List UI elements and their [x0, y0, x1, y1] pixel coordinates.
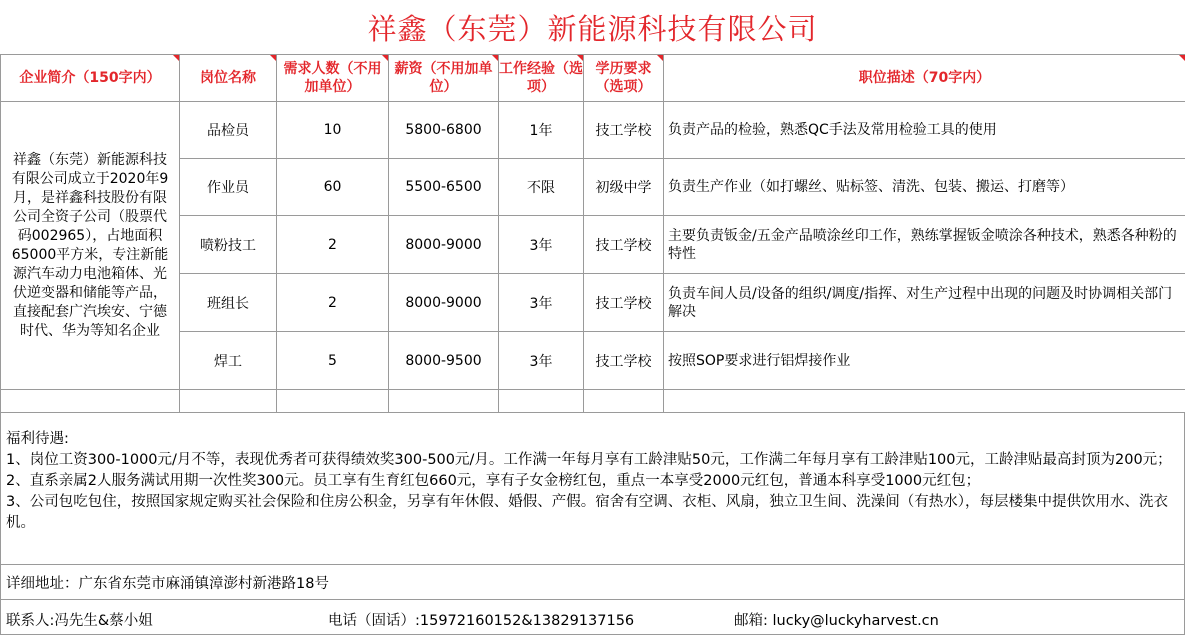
empty-cell: [664, 390, 1185, 413]
job-salary: 8000-9000: [389, 216, 499, 274]
address-section: [0, 565, 1185, 600]
benefit-item: 1、岗位工资300-1000元/月不等，表现优秀者可获得绩效奖300-500元/月。工作满一年每月享有工龄津贴50元，工作满二年每月享有工龄津贴100元，工龄津贴最高封顶为200元；: [6, 452, 1172, 468]
table-header-row: [1, 55, 1185, 102]
job-salary: 5800-6800: [389, 102, 499, 159]
header-description: 职位描述（70字内）: [664, 55, 1185, 102]
job-experience: 3年: [499, 332, 584, 390]
job-description: 负责产品的检验，熟悉QC手法及常用检验工具的使用: [664, 102, 1185, 159]
job-description: 主要负责钣金/五金产品喷涂丝印工作，熟练掌握钣金喷涂各种技术，熟悉各种粉的特性: [664, 216, 1185, 274]
job-education: 初级中学: [584, 159, 664, 216]
empty-cell: [1, 390, 180, 413]
company-title: 祥鑫（东莞）新能源科技有限公司: [367, 11, 818, 46]
job-count: 2: [277, 274, 389, 332]
contact-email: 邮箱: lucky@luckyharvest.cn: [734, 613, 939, 629]
job-education: 技工学校: [584, 274, 664, 332]
empty-row: [1, 390, 1185, 413]
benefits-heading: 福利待遇:: [6, 431, 69, 447]
table-row: [1, 102, 1185, 159]
contact-section: [0, 600, 1185, 635]
job-position: 作业员: [180, 159, 277, 216]
job-count: 10: [277, 102, 389, 159]
header-count: 需求人数（不用加单位）: [277, 55, 389, 102]
company-intro: 祥鑫（东莞）新能源科技有限公司成立于2020年9月，是祥鑫科技股份有限公司全资子公司（股票代码002965），占地面积65000平方米，专注新能源汽车动力电池箱体、光伏逆变器和储能等产品，直接配套广汽埃安、宁德时代、华为等知名企业: [1, 102, 180, 390]
contact-phone: 电话（固话）:15972160152&13829137156: [328, 613, 635, 629]
header-experience: 工作经验（选项）: [499, 55, 584, 102]
job-count: 5: [277, 332, 389, 390]
benefits-section: [0, 413, 1185, 565]
header-intro: 企业简介（150字内）: [1, 55, 180, 102]
job-education: 技工学校: [584, 102, 664, 159]
address-text: 详细地址：广东省东莞市麻涌镇漳澎村新港路18号: [6, 575, 329, 592]
empty-cell: [499, 390, 584, 413]
job-position: 品检员: [180, 102, 277, 159]
job-position: 喷粉技工: [180, 216, 277, 274]
job-count: 60: [277, 159, 389, 216]
job-experience: 1年: [499, 102, 584, 159]
job-experience: 不限: [499, 159, 584, 216]
job-description: 按照SOP要求进行铝焊接作业: [664, 332, 1185, 390]
contact-person: 联系人:冯先生&蔡小姐: [6, 613, 153, 629]
empty-cell: [389, 390, 499, 413]
empty-cell: [180, 390, 277, 413]
job-count: 2: [277, 216, 389, 274]
job-description: 负责车间人员/设备的组织/调度/指挥、对生产过程中出现的问题及时协调相关部门解决: [664, 274, 1185, 332]
job-salary: 5500-6500: [389, 159, 499, 216]
empty-cell: [584, 390, 664, 413]
job-experience: 3年: [499, 274, 584, 332]
jobs-table: [0, 54, 1185, 413]
job-education: 技工学校: [584, 332, 664, 390]
job-education: 技工学校: [584, 216, 664, 274]
job-position: 焊工: [180, 332, 277, 390]
header-salary: 薪资（不用加单位）: [389, 55, 499, 102]
job-salary: 8000-9500: [389, 332, 499, 390]
benefit-item: 2、直系亲属2人服务满试用期一次性奖300元。员工享有生育红包660元，享有子女金榜红包，重点一本享受2000元红包，普通本科享受1000元红包；: [6, 473, 981, 489]
job-salary: 8000-9000: [389, 274, 499, 332]
job-position: 班组长: [180, 274, 277, 332]
header-education: 学历要求（选项）: [584, 55, 664, 102]
benefit-item: 3、公司包吃包住，按照国家规定购买社会保险和住房公积金，另享有年休假、婚假、产假。宿舍有空调、衣柜、风扇，独立卫生间、洗澡间（有热水），每层楼集中提供饮用水、洗衣机。: [6, 494, 1168, 531]
empty-cell: [277, 390, 389, 413]
job-experience: 3年: [499, 216, 584, 274]
job-description: 负责生产作业（如打螺丝、贴标签、清洗、包装、搬运、打磨等）: [664, 159, 1185, 216]
header-position: 岗位名称: [180, 55, 277, 102]
